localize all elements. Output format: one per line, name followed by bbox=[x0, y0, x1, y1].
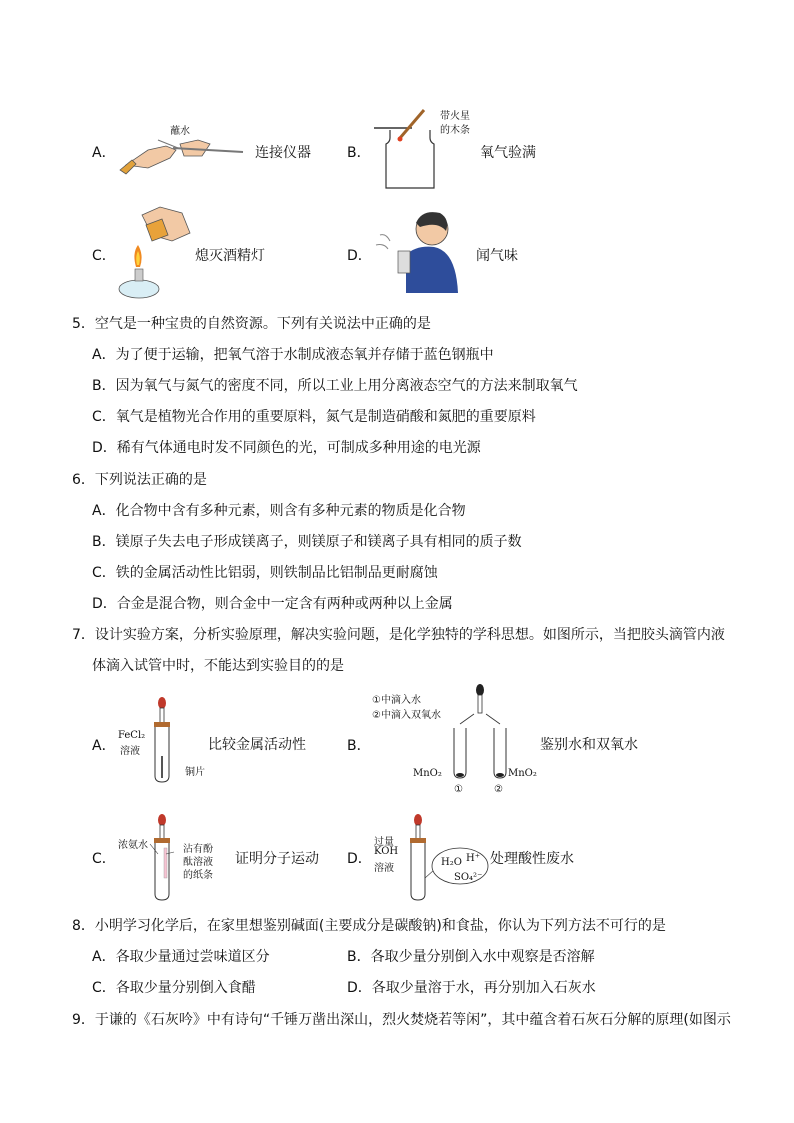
option-label: 处理酸性废水 bbox=[490, 851, 574, 867]
option-label: 证明分子运动 bbox=[235, 851, 319, 867]
koh-label-2: KOH bbox=[374, 846, 399, 857]
smell-gas-illustration bbox=[372, 205, 464, 295]
option-label: 熄灭酒精灯 bbox=[195, 248, 265, 264]
koh-label-1: 过量 bbox=[374, 837, 394, 848]
ammonia-label: 浓氨水 bbox=[118, 840, 148, 851]
q7-stem-line2: 体滴入试管中时，不能达到实验目的的是 bbox=[92, 658, 344, 674]
ion-sulfate: SO₄²⁻ bbox=[454, 872, 483, 883]
q6-stem: 6．下列说法正确的是 bbox=[72, 472, 207, 488]
option-letter: C． bbox=[92, 248, 116, 264]
koh-label-3: 溶液 bbox=[374, 863, 394, 874]
option-letter: B． bbox=[347, 738, 371, 754]
step-water: ①中滴入水 bbox=[372, 695, 421, 706]
q6-option-d: D．合金是混合物，则合金中一定含有两种或两种以上金属 bbox=[92, 596, 453, 612]
tube-label-2: ② bbox=[494, 784, 503, 795]
note-water: 蘸水 bbox=[170, 126, 190, 137]
mno2-left: MnO₂ bbox=[413, 768, 442, 779]
q6-option-a: A．化合物中含有多种元素，则含有多种元素的物质是化合物 bbox=[92, 503, 466, 519]
mno2-right: MnO₂ bbox=[508, 768, 537, 779]
option-letter: C． bbox=[92, 851, 116, 867]
q8-option-b: B．各取少量分别倒入水中观察是否溶解 bbox=[347, 949, 595, 965]
note-splint-1: 带火星 bbox=[440, 111, 470, 122]
q7-stem-line1: 7．设计实验方案，分析实验原理，解决实验问题，是化学独特的学科思想。如图所示，当把胶头滴管内液 bbox=[72, 627, 725, 643]
q6-option-c: C．铁的金属活动性比铝弱，则铁制品比铝制品更耐腐蚀 bbox=[92, 565, 438, 581]
paper-label-3: 的纸条 bbox=[183, 870, 213, 881]
metal-copper: 铜片 bbox=[185, 767, 205, 778]
option-letter: A． bbox=[92, 738, 116, 754]
ion-water: H₂O bbox=[441, 857, 462, 868]
note-splint-2: 的木条 bbox=[440, 125, 470, 136]
q6-option-b: B．镁原子失去电子形成镁离子，则镁原子和镁离子具有相同的质子数 bbox=[92, 534, 522, 550]
q8-option-d: D．各取少量溶于水，再分别加入石灰水 bbox=[347, 980, 596, 996]
option-label: 连接仪器 bbox=[255, 145, 311, 161]
q5-option-b: B．因为氧气与氮气的密度不同，所以工业上用分离液态空气的方法来制取氧气 bbox=[92, 378, 578, 394]
option-label: 鉴别水和双氧水 bbox=[540, 737, 638, 753]
q8-option-c: C．各取少量分别倒入食醋 bbox=[92, 980, 256, 996]
step-peroxide: ②中滴入双氧水 bbox=[372, 710, 441, 721]
tube-label-1: ① bbox=[454, 784, 463, 795]
option-letter: B． bbox=[347, 145, 371, 161]
option-letter: D． bbox=[347, 851, 372, 867]
reagent-solution: 溶液 bbox=[120, 746, 140, 757]
option-letter: D． bbox=[347, 248, 372, 264]
paper-label-2: 酞溶液 bbox=[183, 857, 213, 868]
reagent-fecl2: FeCl₂ bbox=[118, 730, 146, 741]
paper-label-1: 沾有酚 bbox=[183, 844, 213, 855]
q5-option-a: A．为了便于运输，把氧气溶于水制成液态氧并存储于蓝色钢瓶中 bbox=[92, 347, 494, 363]
option-label: 氧气验满 bbox=[480, 145, 536, 161]
ion-hydrogen: H⁺ bbox=[466, 853, 480, 864]
q5-option-d: D．稀有气体通电时发不同颜色的光，可制成多种用途的电光源 bbox=[92, 440, 481, 456]
option-letter: A． bbox=[92, 145, 116, 161]
alcohol-lamp-illustration bbox=[112, 205, 197, 300]
connect-instrument-illustration bbox=[118, 130, 248, 175]
q5-option-c: C．氧气是植物光合作用的重要原料，氮气是制造硝酸和氮肥的重要原料 bbox=[92, 409, 536, 425]
q5-stem: 5．空气是一种宝贵的自然资源。下列有关说法中正确的是 bbox=[72, 316, 431, 332]
test-tube-a bbox=[150, 696, 180, 786]
q8-option-a: A．各取少量通过尝味道区分 bbox=[92, 949, 270, 965]
q9-stem: 9．于谦的《石灰吟》中有诗句“千锤万凿出深山，烈火焚烧若等闲”，其中蕴含着石灰石分解的原理(如图示 bbox=[72, 1012, 731, 1028]
q8-stem: 8．小明学习化学后，在家里想鉴别碱面(主要成分是碳酸钠)和食盐，你认为下列方法不可行的是 bbox=[72, 918, 666, 934]
option-label: 比较金属活动性 bbox=[208, 737, 306, 753]
option-label: 闻气味 bbox=[476, 248, 518, 264]
